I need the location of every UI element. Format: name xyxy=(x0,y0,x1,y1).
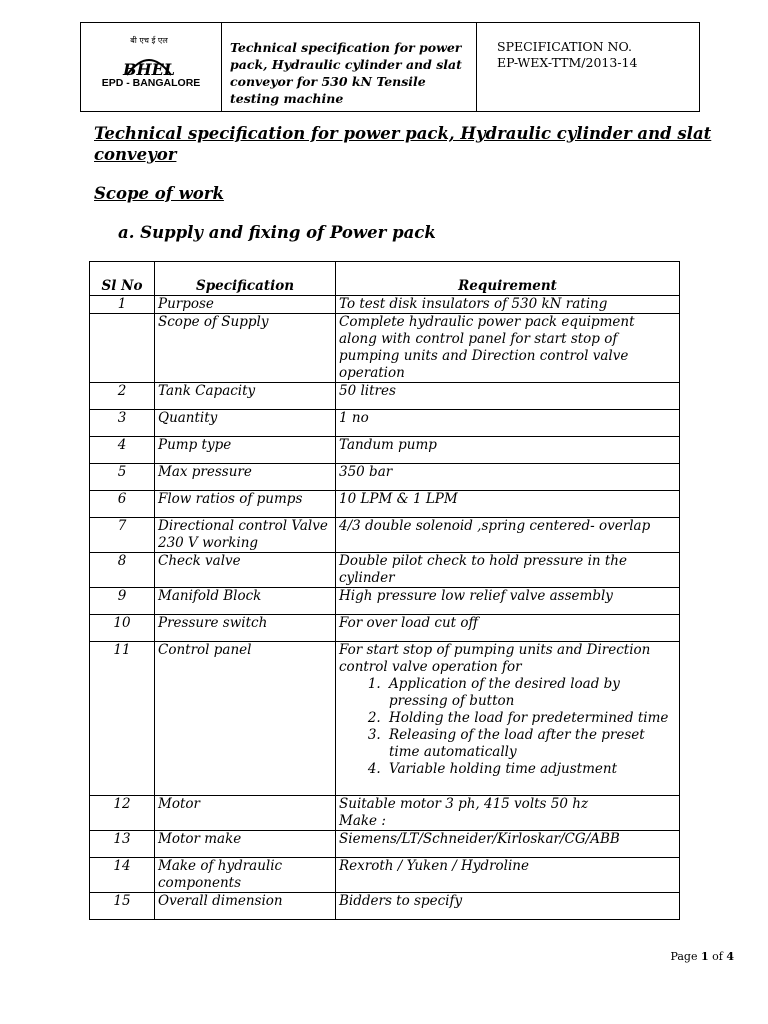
table-row xyxy=(90,893,680,920)
row-sl: 4 xyxy=(90,437,155,464)
row-sl: 12 xyxy=(90,796,155,831)
specification-table xyxy=(89,261,680,920)
page-footer xyxy=(670,950,734,963)
row-sl xyxy=(90,314,155,383)
row-req: Siemens/LT/Schneider/Kirloskar/CG/ABB xyxy=(336,831,680,858)
table-row xyxy=(90,518,680,553)
row-req: 10 LPM & 1 LPM xyxy=(336,491,680,518)
row-req: Suitable motor 3 ph, 415 volts 50 hz xyxy=(339,796,589,812)
spec-label: SPECIFICATION NO. xyxy=(497,39,632,54)
row-sl: 7 xyxy=(90,518,155,553)
row-req: 350 bar xyxy=(336,464,680,491)
list-item: 4. Variable holding time adjustment xyxy=(385,761,676,778)
header-specification: Specification xyxy=(155,262,336,296)
row-req: To test disk insulators of 530 kN rating xyxy=(336,296,680,314)
row-req: Bidders to specify xyxy=(336,893,680,920)
row-sl: 1 xyxy=(90,296,155,314)
list-item: 1. Application of the desired load by pressing of button xyxy=(385,676,676,710)
row-sl: 13 xyxy=(90,831,155,858)
row-spec: Make of hydraulic components xyxy=(155,858,336,893)
row-req: For start stop of pumping units and Direction control valve operation for xyxy=(339,642,651,675)
table-row xyxy=(90,831,680,858)
row-spec: Pump type xyxy=(155,437,336,464)
row-sl: 10 xyxy=(90,615,155,642)
row-req: Tandum pump xyxy=(336,437,680,464)
logo-cell xyxy=(81,23,222,111)
table-row xyxy=(90,437,680,464)
table-row xyxy=(90,410,680,437)
table-row xyxy=(90,491,680,518)
page-number: 1 xyxy=(700,950,709,963)
row-req: For over load cut off xyxy=(336,615,680,642)
row-sl: 2 xyxy=(90,383,155,410)
header-title: Technical specification for power pack, Hydraulic cylinder and slat conveyor for 530 kN Tensile testing machine xyxy=(222,23,477,111)
row-sl: 11 xyxy=(90,642,155,796)
row-req: 4/3 double solenoid ,spring centered- overlap xyxy=(336,518,680,553)
row-spec: Scope of Supply xyxy=(155,314,336,383)
of-word: of xyxy=(712,950,723,963)
document-title: Technical specification for power pack, Hydraulic cylinder and slat conveyor xyxy=(94,124,712,164)
row-spec: Motor xyxy=(155,796,336,831)
row-spec: Quantity xyxy=(155,410,336,437)
row-sl: 9 xyxy=(90,588,155,615)
table-header-row xyxy=(90,262,680,296)
header-sl-no: Sl No xyxy=(90,262,155,296)
table-row xyxy=(90,642,680,796)
row-spec: Check valve xyxy=(155,553,336,588)
row-sl: 14 xyxy=(90,858,155,893)
bhel-logo xyxy=(121,35,177,83)
row-spec: Max pressure xyxy=(155,464,336,491)
row-req-cell xyxy=(336,642,680,796)
control-panel-list xyxy=(339,676,676,778)
row-spec: Overall dimension xyxy=(155,893,336,920)
row-spec: Manifold Block xyxy=(155,588,336,615)
logo-hindi-text: बी एच ई एल xyxy=(130,36,168,45)
row-spec: Pressure switch xyxy=(155,615,336,642)
table-row xyxy=(90,588,680,615)
table-row xyxy=(90,796,680,831)
table-row xyxy=(90,553,680,588)
table-row xyxy=(90,464,680,491)
table-row xyxy=(90,296,680,314)
row-spec: Control panel xyxy=(155,642,336,796)
row-req: Complete hydraulic power pack equipment along with control panel for start stop of pumping units and Direction control valve operation xyxy=(336,314,680,383)
table-row xyxy=(90,314,680,383)
row-req-cell xyxy=(336,796,680,831)
row-sl: 3 xyxy=(90,410,155,437)
logo-mark-text: BHEL xyxy=(122,60,176,79)
row-req: Double pilot check to hold pressure in the cylinder xyxy=(336,553,680,588)
row-sl: 8 xyxy=(90,553,155,588)
scope-heading: Scope of work xyxy=(94,184,224,203)
table-row xyxy=(90,383,680,410)
row-req-make: Make : xyxy=(339,813,386,829)
unit-name: EPD - BANGALORE xyxy=(101,77,201,89)
row-sl: 5 xyxy=(90,464,155,491)
page-word: Page xyxy=(670,950,698,963)
table-row xyxy=(90,858,680,893)
row-req: 1 no xyxy=(336,410,680,437)
document-header xyxy=(80,22,700,112)
table-row xyxy=(90,615,680,642)
spec-number: EP-WEX-TTM/2013-14 xyxy=(497,55,638,70)
list-item: 2. Holding the load for predetermined time xyxy=(385,710,676,727)
section-heading: a. Supply and fixing of Power pack xyxy=(118,223,436,242)
row-spec: Motor make xyxy=(155,831,336,858)
header-requirement: Requirement xyxy=(336,262,680,296)
row-sl: 15 xyxy=(90,893,155,920)
row-spec: Flow ratios of pumps xyxy=(155,491,336,518)
row-spec: Purpose xyxy=(155,296,336,314)
list-item: 3. Releasing of the load after the preset time automatically xyxy=(385,727,676,761)
row-req: 50 litres xyxy=(336,383,680,410)
row-sl: 6 xyxy=(90,491,155,518)
row-req: Rexroth / Yuken / Hydroline xyxy=(336,858,680,893)
page-total: 4 xyxy=(726,950,734,963)
row-spec: Directional control Valve 230 V working xyxy=(155,518,336,553)
spec-number-cell xyxy=(477,23,699,111)
row-req: High pressure low relief valve assembly xyxy=(336,588,680,615)
row-spec: Tank Capacity xyxy=(155,383,336,410)
